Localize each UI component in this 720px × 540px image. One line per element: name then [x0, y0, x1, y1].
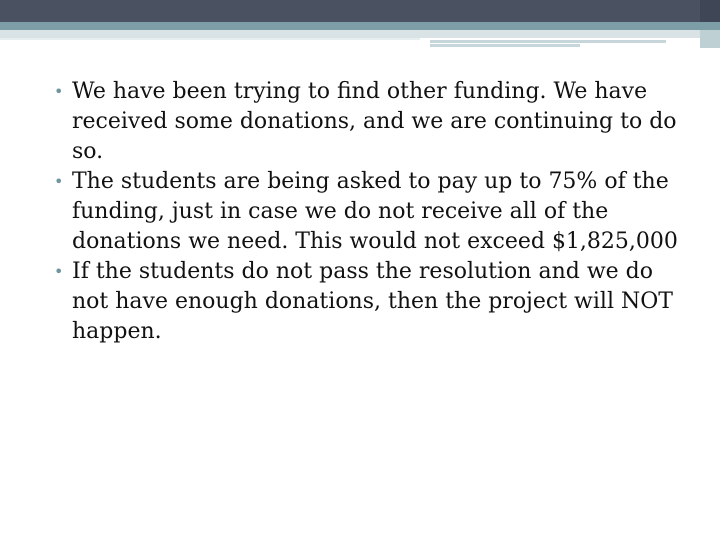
bullet-marker: •	[54, 172, 64, 191]
header-corner-block	[700, 30, 720, 48]
header-bar-dark	[0, 0, 700, 22]
header-bar-teal	[0, 22, 720, 30]
header-bar-dark-end	[700, 0, 720, 22]
header-bar-light	[0, 30, 720, 38]
bullet-text: We have been trying to find other funding. We have received some donations, and we are continuing to do so.	[72, 79, 677, 164]
header-accent-line-1	[430, 40, 666, 43]
bullet-item-resolution	[50, 257, 690, 347]
header-accent-line-2	[430, 44, 580, 47]
header-divider-line	[0, 38, 420, 40]
bullet-text: The students are being asked to pay up to 75% of the funding, just in case we do not receive all of the donations we need. This would not exceed $1,825,000	[72, 169, 678, 254]
slide-body	[50, 77, 690, 347]
bullet-text: If the students do not pass the resolution and we do not have enough donations, then the project will NOT happen.	[72, 259, 673, 344]
bullet-item-funding	[50, 77, 690, 167]
bullet-marker: •	[54, 262, 64, 281]
bullet-list	[50, 77, 690, 347]
bullet-item-students-pay	[50, 167, 690, 257]
bullet-marker: •	[54, 82, 64, 101]
